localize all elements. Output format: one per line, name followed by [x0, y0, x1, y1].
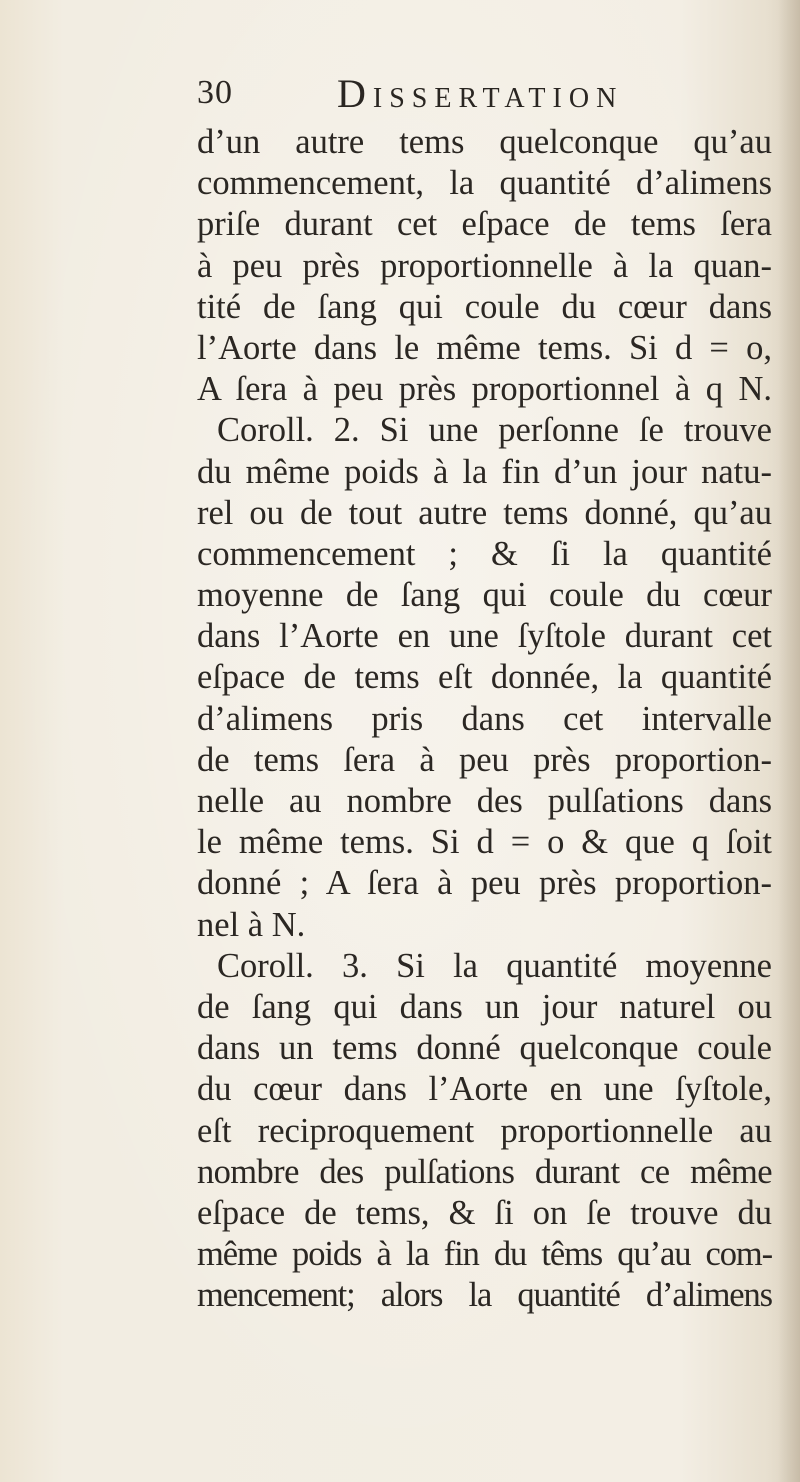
text-line: Coroll. 3. Si la quantité moyenne [217, 946, 772, 985]
text-line: de ſang qui dans un jour naturel ou [197, 987, 772, 1026]
running-head-title: Dissertation [337, 71, 624, 116]
text-line: du même poids à la fin d’un jour natu- [197, 452, 772, 491]
text-line: moyenne de ſang qui coule du cœur [197, 576, 772, 615]
text-line: d’alimens pris dans cet intervalle [197, 699, 772, 738]
text-line: nelle au nombre des pulſations dans [197, 782, 772, 820]
text-line: à peu près proportionnelle à la quan- [197, 246, 772, 285]
body-text [197, 122, 772, 1316]
text-line: rel ou de tout autre tems donné, qu’au [197, 493, 772, 532]
text-line: nombre des pulſations durant ce même [197, 1152, 772, 1191]
text-line: eſpace de tems, & ſi on ſe trouve du [197, 1193, 772, 1232]
text-line: l’Aorte dans le même tems. Si d = o, [197, 328, 772, 367]
text-line: Coroll. 2. Si une perſonne ſe trouve [217, 411, 772, 450]
text-line: commencement, la quantité d’alimens [197, 164, 772, 203]
text-line: mencement; alors la quantité d’alimens [197, 1276, 772, 1315]
text-line: nel à N. [197, 905, 306, 944]
page-number: 30 [197, 74, 233, 111]
text-line: de tems ſera à peu près proportion- [197, 740, 772, 779]
text-line: tité de ſang qui coule du cœur dans [197, 287, 772, 326]
text-line: du cœur dans l’Aorte en une ſyſtole, [197, 1070, 772, 1109]
text-line: même poids à la fin du têms qu’au com- [197, 1235, 772, 1274]
text-line: dans l’Aorte en une ſyſtole durant cet [197, 617, 772, 656]
page-edge-shadow [778, 0, 800, 1482]
text-line: d’un autre tems quelconque qu’au [197, 123, 772, 161]
text-line: eſt reciproquement proportionnelle au [197, 1111, 772, 1150]
text-line: dans un tems donné quelconque coule [197, 1029, 772, 1068]
text-line: le même tems. Si d = o & que q ſoit [197, 823, 772, 862]
text-line: A ſera à peu près proportionnel à q N. [197, 370, 772, 409]
running-head [197, 70, 757, 120]
text-line: priſe durant cet eſpace de tems ſera [197, 205, 772, 244]
text-line: donné ; A ſera à peu près proportion- [197, 864, 772, 903]
text-line: commencement ; & ſi la quantité [197, 534, 772, 573]
text-line: eſpace de tems eſt donnée, la quantité [197, 658, 772, 697]
